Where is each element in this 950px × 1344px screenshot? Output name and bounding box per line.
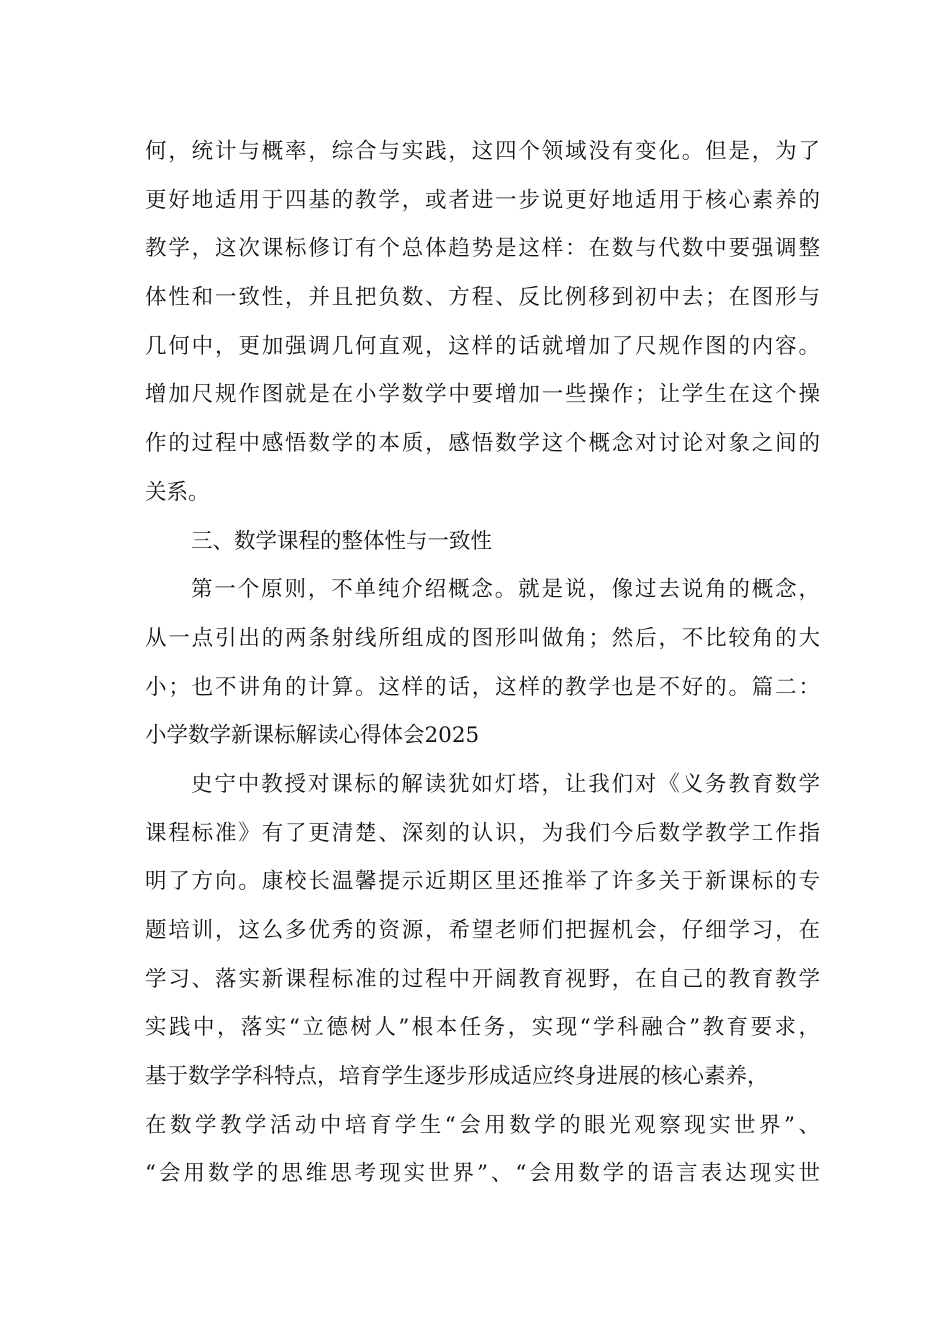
- text-line: 小；也不讲角的计算。这样的话，这样的教学也是不好的。篇二：: [145, 674, 820, 700]
- text-line: 增加尺规作图就是在小学数学中要增加一些操作；让学生在这个操: [145, 382, 820, 408]
- text-line: 教学，这次课标修订有个总体趋势是这样：在数与代数中要强调整: [145, 236, 820, 262]
- text-line: 第一个原则，不单纯介绍概念。就是说，像过去说角的概念，: [191, 577, 820, 603]
- text-line: 更好地适用于四基的教学，或者进一步说更好地适用于核心素养的: [145, 187, 820, 213]
- text-line: 实践中，落实“立德树人”根本任务，实现“学科融合”教育要求，: [145, 1015, 820, 1041]
- text-line: 在数学教学活动中培育学生“会用数学的眼光观察现实世界”、: [145, 1112, 820, 1138]
- document-body: [145, 128, 820, 1199]
- text-line: “会用数学的思维思考现实世界”、“会用数学的语言表达现实世: [145, 1161, 820, 1187]
- article-title: 小学数学新课标解读心得体会2025: [145, 723, 480, 749]
- text-line: 基于数学学科特点，培育学生逐步形成适应终身进展的核心素养，: [145, 1064, 769, 1090]
- text-line: 体性和一致性，并且把负数、方程、反比例移到初中去；在图形与: [145, 285, 820, 311]
- text-line: 明了方向。康校长温馨提示近期区里还推举了许多关于新课标的专: [145, 869, 820, 895]
- text-line: 关系。: [145, 479, 210, 505]
- text-line: 题培训，这么多优秀的资源，希望老师们把握机会，仔细学习，在: [145, 918, 820, 943]
- text-line: 几何中，更加强调几何直观，这样的话就增加了尺规作图的内容。: [145, 333, 820, 359]
- text-line: 史宁中教授对课标的解读犹如灯塔，让我们对《义务教育数学: [191, 771, 820, 797]
- text-line: 何，统计与概率，综合与实践，这四个领域没有变化。但是，为了: [145, 139, 820, 164]
- text-line: 作的过程中感悟数学的本质，感悟数学这个概念对讨论对象之间的: [145, 431, 820, 457]
- section-heading: 三、数学课程的整体性与一致性: [191, 528, 493, 554]
- text-line: 学习、落实新课程标准的过程中开阔教育视野，在自己的教育教学: [145, 966, 820, 992]
- text-line: 从一点引出的两条射线所组成的图形叫做角；然后，不比较角的大: [145, 625, 820, 651]
- text-line: 课程标准》有了更清楚、深刻的认识，为我们今后数学教学工作指: [145, 820, 820, 846]
